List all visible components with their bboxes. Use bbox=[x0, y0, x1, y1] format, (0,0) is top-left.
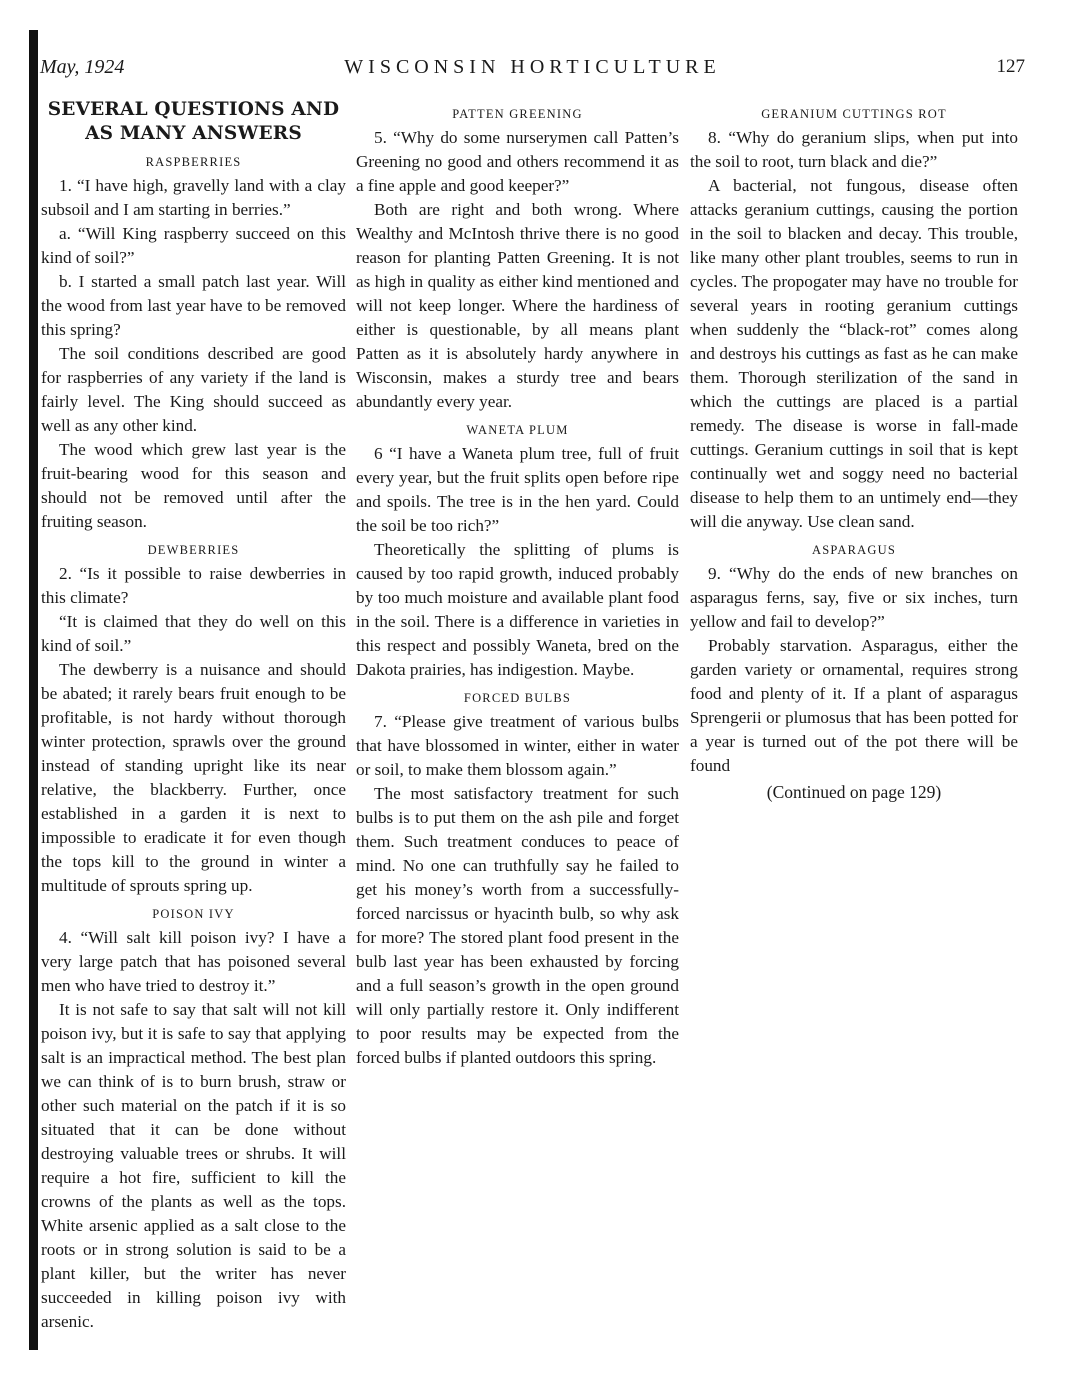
column-3 bbox=[690, 98, 1018, 804]
section-heading-dewberries: DEWBERRIES bbox=[147, 543, 240, 557]
page-number: 127 bbox=[996, 56, 1025, 77]
journal-title: WISCONSIN HORTICULTURE bbox=[344, 56, 721, 78]
answer-5: Both are right and both wrong. Where Wealthy and McIntosh thrive there is no good reason for planting Patten Greening. It is not as high in quality as either kind mentioned and will not keep longer. Where the hardiness of either is questionable, by all means plant Patten as it is absolutely hardy anywhere in Wisconsin, makes a sturdy tree and bears abundantly every year. bbox=[356, 200, 679, 411]
answer-1-wood: The wood which grew last year is the fruit-bearing wood for this season and should not be removed until after the fruiting season. bbox=[41, 440, 346, 531]
continued-note: (Continued on page 129) bbox=[766, 782, 942, 802]
answer-1-soil: The soil conditions described are good for raspberries of any variety if the land is fairly level. The King should succeed as well as any other kind. bbox=[41, 344, 346, 435]
question-1: 1. “I have high, gravelly land with a clay subsoil and I am starting in berries.” bbox=[41, 176, 346, 219]
answer-7: The most satisfactory treatment for such bulbs is to put them on the ash pile and forget them. Such treatment conduces to peace of mind. No one can truthfully say he failed to get his money’s worth from a successfully-forced narcissus or hyacinth bulb, so why ask for more? The stored plant food present in the bulb last year has been exhausted by forcing and a full season’s growth in the open ground will only partially restore it. Only indifferent to poor results may be expected from the forced bulbs if planted outdoors this spring. bbox=[356, 784, 679, 1067]
answer-8: A bacterial, not fungous, disease often attacks geranium cuttings, causing the portion in the soil to blacken and decay. This trouble, like many other plant troubles, seems to run in cycles. The propogater may have no trouble for several years in rooting geranium cuttings when suddenly the “black-rot” comes along and destroys his cuttings as fast as he can make them. Thorough sterilization of the sand in which the cuttings are placed is a partial remedy. The disease is worse in fall-made cuttings. Geranium cuttings in soil that is kept continually wet and soggy need no bacterial disease to help them to an untimely end—they will die anyway. Use clean sand. bbox=[690, 176, 1018, 531]
question-6: 6 “I have a Waneta plum tree, full of fruit every year, but the fruit splits open before ripe and spoils. The tree is in the hen yard. Could the soil be too rich?” bbox=[356, 444, 679, 535]
question-7: 7. “Please give treatment of various bulbs that have blossomed in winter, either in water or soil, to make them blossom again.” bbox=[356, 712, 679, 779]
answer-4: It is not safe to say that salt will not kill poison ivy, but it is safe to say that applying salt is an impractical method. The best plan we can think of is to burn brush, straw or other such material on the patch if it is so situated that it can be done without destroying valuable trees or shrubs. It will require a hot fire, sufficient to kill the crowns of the plants as well as the tops. White arsenic applied as a salt close to the roots or in strong solution is said to be a plant killer, but the writer has never succeeded in killing poison ivy with arsenic. bbox=[41, 1000, 346, 1331]
question-2: 2. “Is it possible to raise dewberries in this climate? bbox=[41, 564, 346, 607]
answer-6: Theoretically the splitting of plums is caused by too rapid growth, induced probably by too much moisture and available plant food in the soil. There is a difference in varieties in this respect and possibly Waneta, bred on the Dakota prairies, has indigestion. Maybe. bbox=[356, 540, 679, 679]
section-heading-patten-greening: PATTEN GREENING bbox=[452, 107, 583, 121]
question-1b: b. I started a small patch last year. Will the wood from last year have to be removed this spring? bbox=[41, 272, 346, 339]
answer-2: The dewberry is a nuisance and should be abated; it rarely bears fruit enough to be profitable, is not hardy without thorough winter protection, sprawls over the ground instead of standing upright like its near relative, the blackberry. Further, once established in a garden it is next to impossible to eradicate it for even though the tops kill to the ground in winter a multitude of sprouts spring up. bbox=[41, 660, 346, 895]
section-heading-forced-bulbs: FORCED BULBS bbox=[463, 691, 572, 705]
section-heading-asparagus: ASPARAGUS bbox=[812, 543, 896, 557]
running-head bbox=[40, 56, 1025, 84]
question-5: 5. “Why do some nurserymen call Patten’s Greening no good and others recommend it as a fine apple and good keeper?” bbox=[356, 128, 679, 195]
question-8: 8. “Why do geranium slips, when put into the soil to root, turn black and die?” bbox=[690, 128, 1018, 171]
page-binding-edge bbox=[29, 30, 38, 1350]
question-9: 9. “Why do the ends of new branches on asparagus ferns, say, five or six inches, turn yellow and fail to develop?” bbox=[690, 564, 1018, 631]
issue-date: May, 1924 bbox=[40, 56, 125, 78]
column-2 bbox=[356, 98, 679, 1070]
section-heading-geranium: GERANIUM CUTTINGS ROT bbox=[761, 107, 947, 121]
section-heading-waneta-plum: WANETA PLUM bbox=[466, 423, 569, 437]
section-heading-poison-ivy: POISON IVY bbox=[152, 907, 235, 921]
article-title: SEVERAL QUESTIONS AND AS MANY ANSWERS bbox=[47, 99, 340, 144]
column-1 bbox=[41, 98, 346, 1334]
answer-9: Probably starvation. Asparagus, either the garden variety or ornamental, requires strong food and plenty of it. If a plant of asparagus Sprengerii or plumosus that has been potted for a year is turned out of the pot there will be found bbox=[690, 636, 1018, 775]
question-2-continued: “It is claimed that they do well on this kind of soil.” bbox=[41, 612, 346, 655]
section-heading-raspberries: RASPBERRIES bbox=[145, 155, 242, 169]
question-1a: a. “Will King raspberry succeed on this kind of soil?” bbox=[41, 224, 346, 267]
question-4: 4. “Will salt kill poison ivy? I have a very large patch that has poisoned several men who have tried to destroy it.” bbox=[41, 928, 346, 995]
